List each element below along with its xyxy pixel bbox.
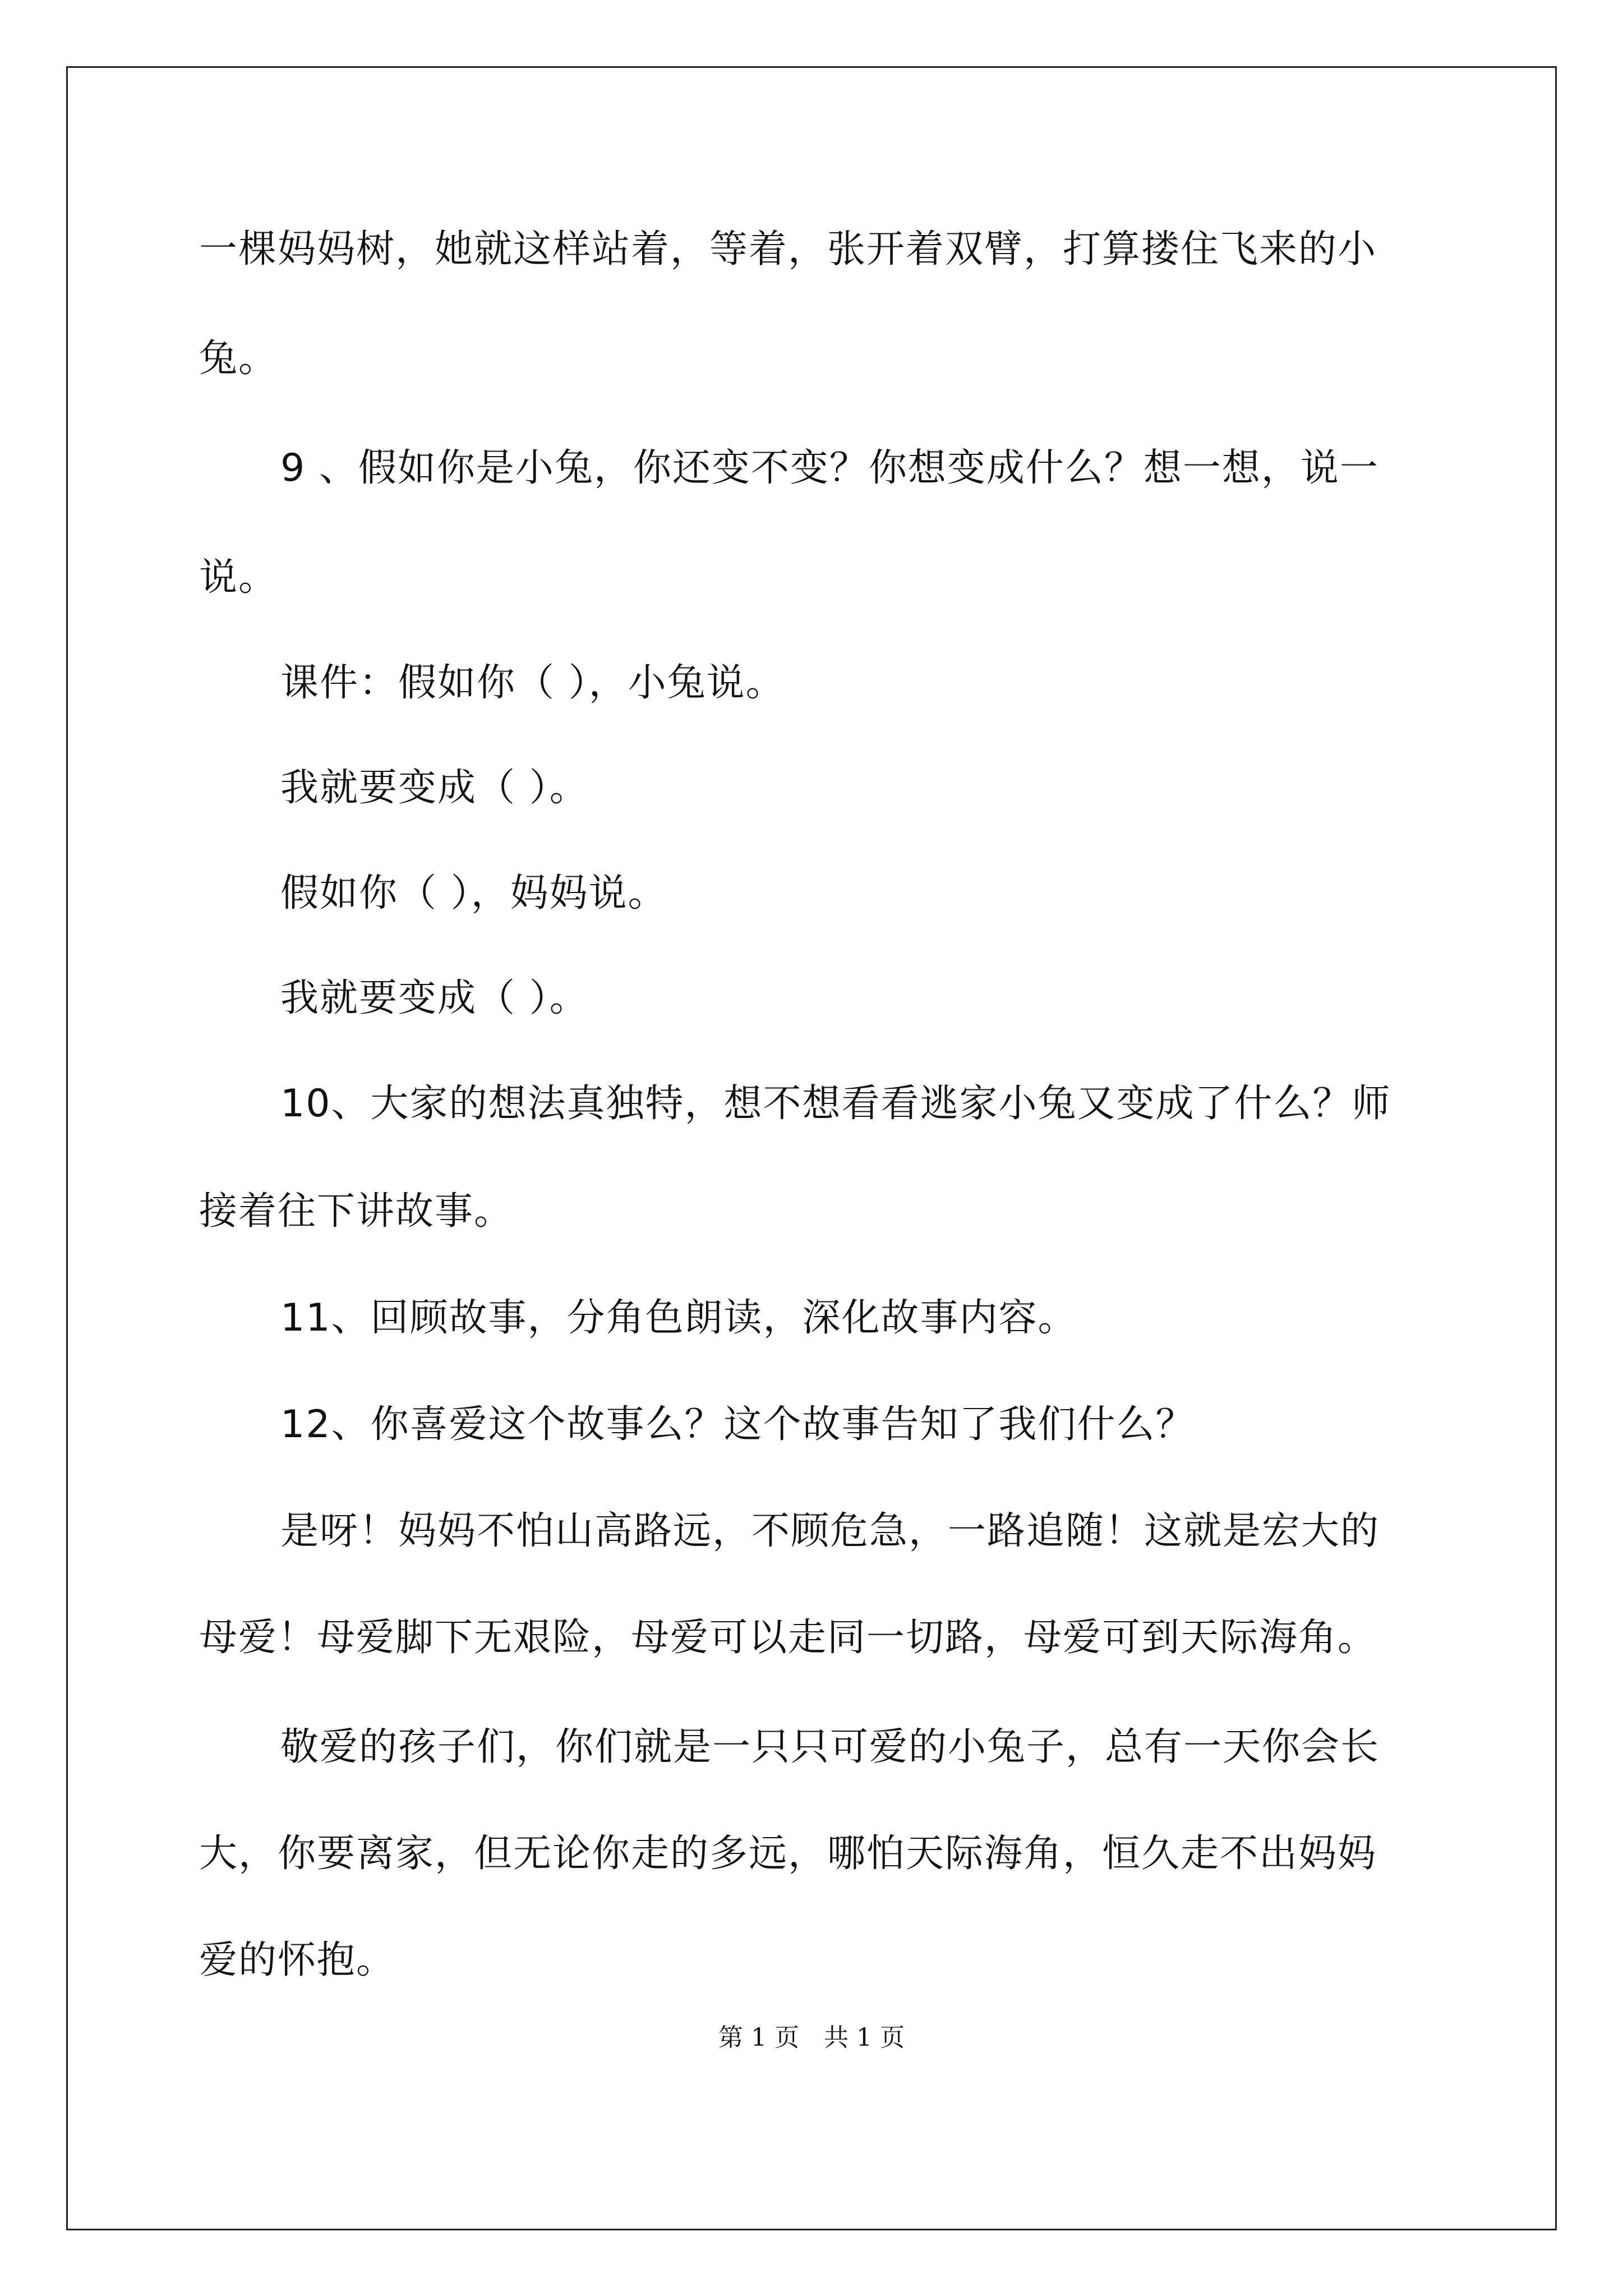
courseware-line: 课件：假如你（ ），小兔说。 (280, 661, 785, 705)
page-border (66, 66, 1557, 2230)
list-item-10: 10、大家的想法真独特，想不想看看逃家小兔又变成了什么？师 (280, 1082, 1391, 1126)
body-line: 大，你要离家，但无论你走的多远，哪怕天际海角，恒久走不出妈妈 (199, 1832, 1377, 1876)
body-line: 我就要变成（ ）。 (280, 766, 589, 810)
body-line: 接着往下讲故事。 (199, 1189, 514, 1234)
list-item-12: 12、你喜爱这个故事么？这个故事告知了我们什么？ (280, 1402, 1195, 1447)
body-line: 说。 (199, 555, 278, 600)
body-line: 敬爱的孩子们，你们就是一只只可爱的小兔子，总有一天你会长 (280, 1725, 1380, 1769)
body-line: 我就要变成（ ）。 (280, 976, 589, 1020)
list-item-9: 9 、假如你是小兔，你还变不变？你想变成什么？想一想，说一 (280, 446, 1379, 490)
body-line: 兔。 (199, 337, 278, 381)
body-line: 一棵妈妈树，她就这样站着，等着，张开着双臂，打算搂住飞来的小 (199, 227, 1377, 272)
body-line: 爱的怀抱。 (199, 1938, 396, 1982)
body-line: 假如你（ ），妈妈说。 (280, 871, 667, 915)
list-item-11: 11、回顾故事，分角色朗读，深化故事内容。 (280, 1296, 1077, 1340)
page-number: 第 1 页 共 1 页 (718, 2023, 905, 2052)
body-line: 是呀！妈妈不怕山高路远，不顾危急，一路追随！这就是宏大的 (280, 1509, 1380, 1553)
body-line: 母爱！母爱脚下无艰险，母爱可以走同一切路，母爱可到天际海角。 (199, 1616, 1377, 1660)
